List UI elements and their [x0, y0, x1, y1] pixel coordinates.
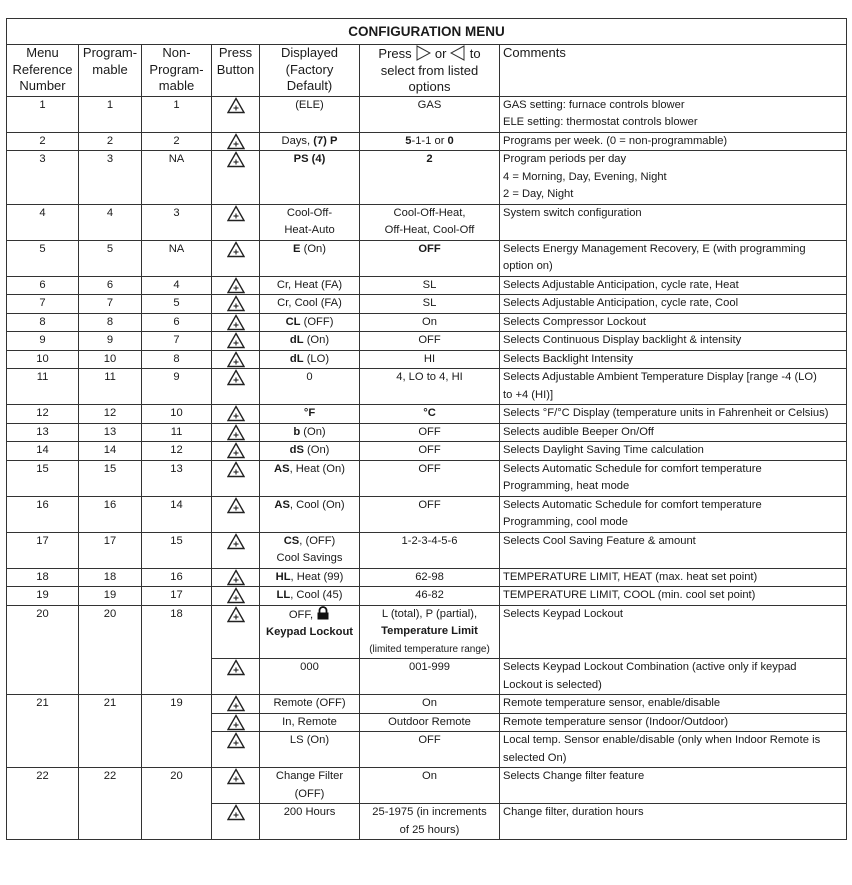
table-row: [7, 350, 847, 369]
table-row: [7, 405, 847, 424]
displayed-default-cell: Remote (OFF): [260, 695, 360, 714]
warning-triangle-button-icon: [227, 97, 245, 114]
options-cell: 46-82: [360, 587, 500, 606]
non-programmable-cell: 18: [142, 605, 212, 695]
warning-triangle-button-icon: [227, 659, 245, 676]
table-row: [7, 332, 847, 351]
options-cell: 001-999: [360, 659, 500, 695]
press-button-cell: [212, 313, 260, 332]
non-programmable-cell: 5: [142, 295, 212, 314]
options-cell: °C: [360, 405, 500, 424]
options-cell: SL: [360, 295, 500, 314]
header-non-programmable: Non- Program- mable: [142, 45, 212, 97]
menu-reference-cell: 7: [7, 295, 79, 314]
comments-cell: Programs per week. (0 = non-programmable): [500, 132, 847, 151]
comments-cell: GAS setting: furnace controls blower ELE setting: thermostat controls blower: [500, 96, 847, 132]
menu-reference-cell: 1: [7, 96, 79, 132]
options-cell: OFF: [360, 496, 500, 532]
table-row: [7, 151, 847, 205]
non-programmable-cell: 2: [142, 132, 212, 151]
comments-cell: Selects Keypad Lockout Combination (active only if keypad Lockout is selected): [500, 659, 847, 695]
table-row: [7, 423, 847, 442]
press-button-cell: [212, 276, 260, 295]
table-row: [7, 204, 847, 240]
comments-cell: Selects Backlight Intensity: [500, 350, 847, 369]
options-cell: On: [360, 695, 500, 714]
menu-reference-cell: 18: [7, 568, 79, 587]
displayed-default-cell: Days, (7) P: [260, 132, 360, 151]
press-button-cell: [212, 369, 260, 405]
programmable-cell: 22: [79, 768, 142, 840]
comments-cell: Selects Continuous Display backlight & intensity: [500, 332, 847, 351]
warning-triangle-button-icon: [227, 606, 245, 623]
options-cell: OFF: [360, 240, 500, 276]
press-button-cell: [212, 460, 260, 496]
press-button-cell: [212, 96, 260, 132]
displayed-default-cell: E (On): [260, 240, 360, 276]
displayed-default-cell: dL (On): [260, 332, 360, 351]
menu-reference-cell: 17: [7, 532, 79, 568]
options-cell: Cool-Off-Heat, Off-Heat, Cool-Off: [360, 204, 500, 240]
comments-cell: Selects Change filter feature: [500, 768, 847, 804]
menu-reference-cell: 11: [7, 369, 79, 405]
warning-triangle-button-icon: [227, 804, 245, 821]
warning-triangle-button-icon: [227, 569, 245, 586]
warning-triangle-button-icon: [227, 424, 245, 441]
warning-triangle-button-icon: [227, 205, 245, 222]
warning-triangle-button-icon: [227, 369, 245, 386]
press-button-cell: [212, 732, 260, 768]
warning-triangle-button-icon: [227, 461, 245, 478]
comments-cell: Selects Cool Saving Feature & amount: [500, 532, 847, 568]
comments-cell: System switch configuration: [500, 204, 847, 240]
non-programmable-cell: 7: [142, 332, 212, 351]
menu-reference-cell: 20: [7, 605, 79, 695]
warning-triangle-button-icon: [227, 405, 245, 422]
menu-reference-cell: 12: [7, 405, 79, 424]
table-row: [7, 695, 847, 714]
options-cell: 62-98: [360, 568, 500, 587]
warning-triangle-button-icon: [227, 732, 245, 749]
menu-reference-cell: 10: [7, 350, 79, 369]
non-programmable-cell: 19: [142, 695, 212, 768]
menu-reference-cell: 22: [7, 768, 79, 840]
comments-cell: TEMPERATURE LIMIT, HEAT (max. heat set point): [500, 568, 847, 587]
non-programmable-cell: 3: [142, 204, 212, 240]
displayed-default-cell: 000: [260, 659, 360, 695]
programmable-cell: 19: [79, 587, 142, 606]
warning-triangle-button-icon: [227, 295, 245, 312]
displayed-default-cell: CL (OFF): [260, 313, 360, 332]
programmable-cell: 9: [79, 332, 142, 351]
non-programmable-cell: 9: [142, 369, 212, 405]
press-button-cell: [212, 350, 260, 369]
programmable-cell: 7: [79, 295, 142, 314]
press-button-cell: [212, 659, 260, 695]
displayed-default-cell: CS, (OFF) Cool Savings: [260, 532, 360, 568]
warning-triangle-button-icon: [227, 714, 245, 731]
comments-cell: Selects Adjustable Ambient Temperature Display [range -4 (LO) to +4 (HI)]: [500, 369, 847, 405]
header-comments: Comments: [500, 45, 847, 97]
comments-cell: Selects Automatic Schedule for comfort temperature Programming, heat mode: [500, 460, 847, 496]
warning-triangle-button-icon: [227, 442, 245, 459]
programmable-cell: 15: [79, 460, 142, 496]
table-row: [7, 369, 847, 405]
programmable-cell: 16: [79, 496, 142, 532]
warning-triangle-button-icon: [227, 695, 245, 712]
comments-cell: Selects audible Beeper On/Off: [500, 423, 847, 442]
non-programmable-cell: NA: [142, 240, 212, 276]
options-cell: OFF: [360, 460, 500, 496]
table-body: [7, 96, 847, 840]
non-programmable-cell: 6: [142, 313, 212, 332]
displayed-default-cell: b (On): [260, 423, 360, 442]
displayed-default-cell: dL (LO): [260, 350, 360, 369]
warning-triangle-button-icon: [227, 277, 245, 294]
displayed-default-cell: Cool-Off- Heat-Auto: [260, 204, 360, 240]
non-programmable-cell: 11: [142, 423, 212, 442]
comments-cell: Selects Automatic Schedule for comfort temperature Programming, cool mode: [500, 496, 847, 532]
press-button-cell: [212, 804, 260, 840]
table-row: [7, 240, 847, 276]
displayed-default-cell: AS, Cool (On): [260, 496, 360, 532]
header-programmable: Program- mable: [79, 45, 142, 97]
warning-triangle-button-icon: [227, 151, 245, 168]
displayed-default-cell: LS (On): [260, 732, 360, 768]
programmable-cell: 12: [79, 405, 142, 424]
press-button-cell: [212, 532, 260, 568]
comments-cell: TEMPERATURE LIMIT, COOL (min. cool set point): [500, 587, 847, 606]
options-cell: 5-1-1 or 0: [360, 132, 500, 151]
table-row: [7, 532, 847, 568]
menu-reference-cell: 6: [7, 276, 79, 295]
warning-triangle-button-icon: [227, 351, 245, 368]
programmable-cell: 21: [79, 695, 142, 768]
programmable-cell: 14: [79, 442, 142, 461]
non-programmable-cell: 13: [142, 460, 212, 496]
non-programmable-cell: 1: [142, 96, 212, 132]
menu-reference-cell: 16: [7, 496, 79, 532]
header-menu-reference: Menu Reference Number: [7, 45, 79, 97]
programmable-cell: 2: [79, 132, 142, 151]
press-button-cell: [212, 568, 260, 587]
press-button-cell: [212, 332, 260, 351]
displayed-default-cell: PS (4): [260, 151, 360, 205]
programmable-cell: 18: [79, 568, 142, 587]
table-row: [7, 96, 847, 132]
menu-reference-cell: 21: [7, 695, 79, 768]
table-row: [7, 568, 847, 587]
left-arrow-icon: [450, 45, 466, 61]
displayed-default-cell: In, Remote: [260, 713, 360, 732]
warning-triangle-button-icon: [227, 314, 245, 331]
options-cell: HI: [360, 350, 500, 369]
menu-reference-cell: 13: [7, 423, 79, 442]
table-row: [7, 460, 847, 496]
options-cell: OFF: [360, 442, 500, 461]
displayed-default-cell: OFF, Keypad Lockout: [260, 605, 360, 659]
non-programmable-cell: 14: [142, 496, 212, 532]
options-cell: L (total), P (partial), Temperature Limit (limited temperature range): [360, 605, 500, 659]
press-button-cell: [212, 713, 260, 732]
displayed-default-cell: °F: [260, 405, 360, 424]
options-cell: On: [360, 313, 500, 332]
right-arrow-icon: [415, 45, 431, 61]
header-row: [7, 45, 847, 97]
table-row: [7, 132, 847, 151]
press-button-cell: [212, 151, 260, 205]
press-button-cell: [212, 423, 260, 442]
press-button-cell: [212, 204, 260, 240]
options-cell: 1-2-3-4-5-6: [360, 532, 500, 568]
displayed-default-cell: LL, Cool (45): [260, 587, 360, 606]
table-row: [7, 496, 847, 532]
table-row: [7, 587, 847, 606]
non-programmable-cell: NA: [142, 151, 212, 205]
non-programmable-cell: 16: [142, 568, 212, 587]
press-button-cell: [212, 496, 260, 532]
header-displayed: Displayed (Factory Default): [260, 45, 360, 97]
programmable-cell: 8: [79, 313, 142, 332]
options-cell: 2: [360, 151, 500, 205]
table-row: [7, 768, 847, 804]
press-button-cell: [212, 240, 260, 276]
comments-cell: Selects Keypad Lockout: [500, 605, 847, 659]
comments-cell: Program periods per day 4 = Morning, Day, Evening, Night 2 = Day, Night: [500, 151, 847, 205]
table-row: [7, 313, 847, 332]
programmable-cell: 17: [79, 532, 142, 568]
comments-cell: Local temp. Sensor enable/disable (only when Indoor Remote is selected On): [500, 732, 847, 768]
press-button-cell: [212, 587, 260, 606]
menu-reference-cell: 9: [7, 332, 79, 351]
warning-triangle-button-icon: [227, 533, 245, 550]
comments-cell: Change filter, duration hours: [500, 804, 847, 840]
programmable-cell: 10: [79, 350, 142, 369]
options-cell: On: [360, 768, 500, 804]
comments-cell: Selects Daylight Saving Time calculation: [500, 442, 847, 461]
table-title: CONFIGURATION MENU: [7, 19, 847, 45]
displayed-default-cell: HL, Heat (99): [260, 568, 360, 587]
comments-cell: Selects Compressor Lockout: [500, 313, 847, 332]
programmable-cell: 11: [79, 369, 142, 405]
displayed-default-cell: (ELE): [260, 96, 360, 132]
options-cell: OFF: [360, 332, 500, 351]
options-cell: SL: [360, 276, 500, 295]
menu-reference-cell: 2: [7, 132, 79, 151]
header-press-options: Press or to select from listed options: [360, 45, 500, 97]
press-button-cell: [212, 132, 260, 151]
table-row: [7, 276, 847, 295]
menu-reference-cell: 14: [7, 442, 79, 461]
options-cell: OFF: [360, 732, 500, 768]
menu-reference-cell: 3: [7, 151, 79, 205]
programmable-cell: 4: [79, 204, 142, 240]
options-cell: Outdoor Remote: [360, 713, 500, 732]
displayed-default-cell: Cr, Cool (FA): [260, 295, 360, 314]
programmable-cell: 20: [79, 605, 142, 695]
table-row: [7, 295, 847, 314]
warning-triangle-button-icon: [227, 587, 245, 604]
comments-cell: Selects Adjustable Anticipation, cycle rate, Heat: [500, 276, 847, 295]
warning-triangle-button-icon: [227, 241, 245, 258]
displayed-default-cell: 0: [260, 369, 360, 405]
press-button-cell: [212, 442, 260, 461]
menu-reference-cell: 8: [7, 313, 79, 332]
non-programmable-cell: 10: [142, 405, 212, 424]
table-row: [7, 442, 847, 461]
comments-cell: Remote temperature sensor (Indoor/Outdoor): [500, 713, 847, 732]
displayed-default-cell: dS (On): [260, 442, 360, 461]
press-button-cell: [212, 605, 260, 659]
comments-cell: Selects Energy Management Recovery, E (with programming option on): [500, 240, 847, 276]
options-cell: 4, LO to 4, HI: [360, 369, 500, 405]
menu-reference-cell: 4: [7, 204, 79, 240]
programmable-cell: 5: [79, 240, 142, 276]
displayed-default-cell: AS, Heat (On): [260, 460, 360, 496]
options-cell: OFF: [360, 423, 500, 442]
non-programmable-cell: 15: [142, 532, 212, 568]
menu-reference-cell: 19: [7, 587, 79, 606]
programmable-cell: 3: [79, 151, 142, 205]
header-press-button: Press Button: [212, 45, 260, 97]
non-programmable-cell: 8: [142, 350, 212, 369]
non-programmable-cell: 20: [142, 768, 212, 840]
menu-reference-cell: 15: [7, 460, 79, 496]
press-button-cell: [212, 695, 260, 714]
programmable-cell: 13: [79, 423, 142, 442]
comments-cell: Selects °F/°C Display (temperature units in Fahrenheit or Celsius): [500, 405, 847, 424]
non-programmable-cell: 17: [142, 587, 212, 606]
warning-triangle-button-icon: [227, 133, 245, 150]
non-programmable-cell: 4: [142, 276, 212, 295]
programmable-cell: 1: [79, 96, 142, 132]
programmable-cell: 6: [79, 276, 142, 295]
press-button-cell: [212, 768, 260, 804]
press-button-cell: [212, 405, 260, 424]
warning-triangle-button-icon: [227, 768, 245, 785]
displayed-default-cell: 200 Hours: [260, 804, 360, 840]
table-row: [7, 605, 847, 659]
comments-cell: Selects Adjustable Anticipation, cycle rate, Cool: [500, 295, 847, 314]
options-cell: 25-1975 (in increments of 25 hours): [360, 804, 500, 840]
configuration-menu-table: [6, 18, 847, 840]
non-programmable-cell: 12: [142, 442, 212, 461]
displayed-default-cell: Change Filter (OFF): [260, 768, 360, 804]
lock-icon: [316, 606, 330, 620]
menu-reference-cell: 5: [7, 240, 79, 276]
options-cell: GAS: [360, 96, 500, 132]
warning-triangle-button-icon: [227, 497, 245, 514]
displayed-default-cell: Cr, Heat (FA): [260, 276, 360, 295]
comments-cell: Remote temperature sensor, enable/disable: [500, 695, 847, 714]
warning-triangle-button-icon: [227, 332, 245, 349]
press-button-cell: [212, 295, 260, 314]
